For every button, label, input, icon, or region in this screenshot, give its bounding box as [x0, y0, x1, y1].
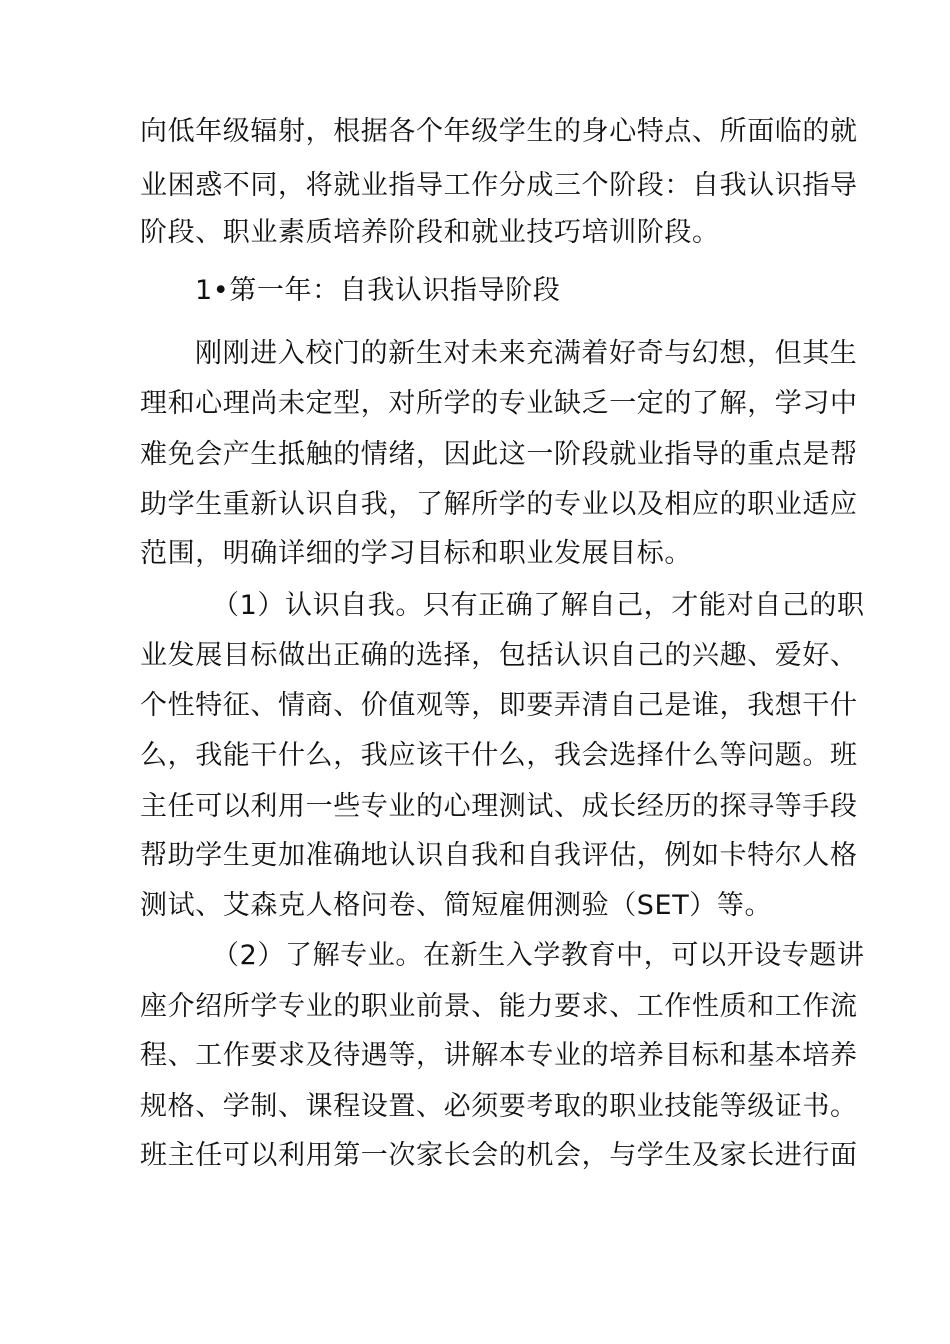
text-line: 助学生重新认识自我，了解所学的专业以及相应的职业适应 — [140, 489, 858, 520]
text-line: （1）认识自我。只有正确了解自己，才能对自己的职 — [212, 590, 865, 621]
text-line: 业困惑不同，将就业指导工作分成三个阶段：自我认识指导 — [140, 170, 858, 201]
text-line: 业发展目标做出正确的选择，包括认识自己的兴趣、爱好、 — [140, 640, 858, 671]
text-line: 测试、艾森克人格问卷、简短雇佣测验（SET）等。 — [140, 890, 773, 921]
text-line: 规格、学制、课程设置、必须要考取的职业技能等级证书。 — [140, 1091, 858, 1122]
text-line: 么，我能干什么，我应该干什么，我会选择什么等问题。班 — [140, 740, 858, 771]
text-line: 程、工作要求及待遇等，讲解本专业的培养目标和基本培养 — [140, 1040, 858, 1071]
text-line: 阶段、职业素质培养阶段和就业技巧培训阶段。 — [140, 217, 720, 248]
text-line: 范围，明确详细的学习目标和职业发展目标。 — [140, 538, 692, 569]
text-line: 座介绍所学专业的职业前景、能力要求、工作性质和工作流 — [140, 991, 858, 1022]
text-line: 难免会产生抵触的情绪，因此这一阶段就业指导的重点是帮 — [140, 439, 858, 470]
section-heading: 1•第一年：自我认识指导阶段 — [195, 275, 561, 306]
text-line: 理和心理尚未定型，对所学的专业缺乏一定的了解，学习中 — [140, 388, 858, 419]
text-line: 个性特征、情商、价值观等，即要弄清自己是谁，我想干什 — [140, 690, 858, 721]
text-line: 向低年级辐射，根据各个年级学生的身心特点、所面临的就 — [140, 116, 858, 147]
text-line: 主任可以利用一些专业的心理测试、成长经历的探寻等手段 — [140, 791, 858, 822]
text-line: 班主任可以利用第一次家长会的机会，与学生及家长进行面 — [140, 1140, 858, 1171]
text-line: 刚刚进入校门的新生对未来充满着好奇与幻想，但其生 — [195, 338, 858, 369]
text-line: （2）了解专业。在新生入学教育中，可以开设专题讲 — [212, 940, 865, 971]
text-line: 帮助学生更加准确地认识自我和自我评估，例如卡特尔人格 — [140, 840, 858, 871]
